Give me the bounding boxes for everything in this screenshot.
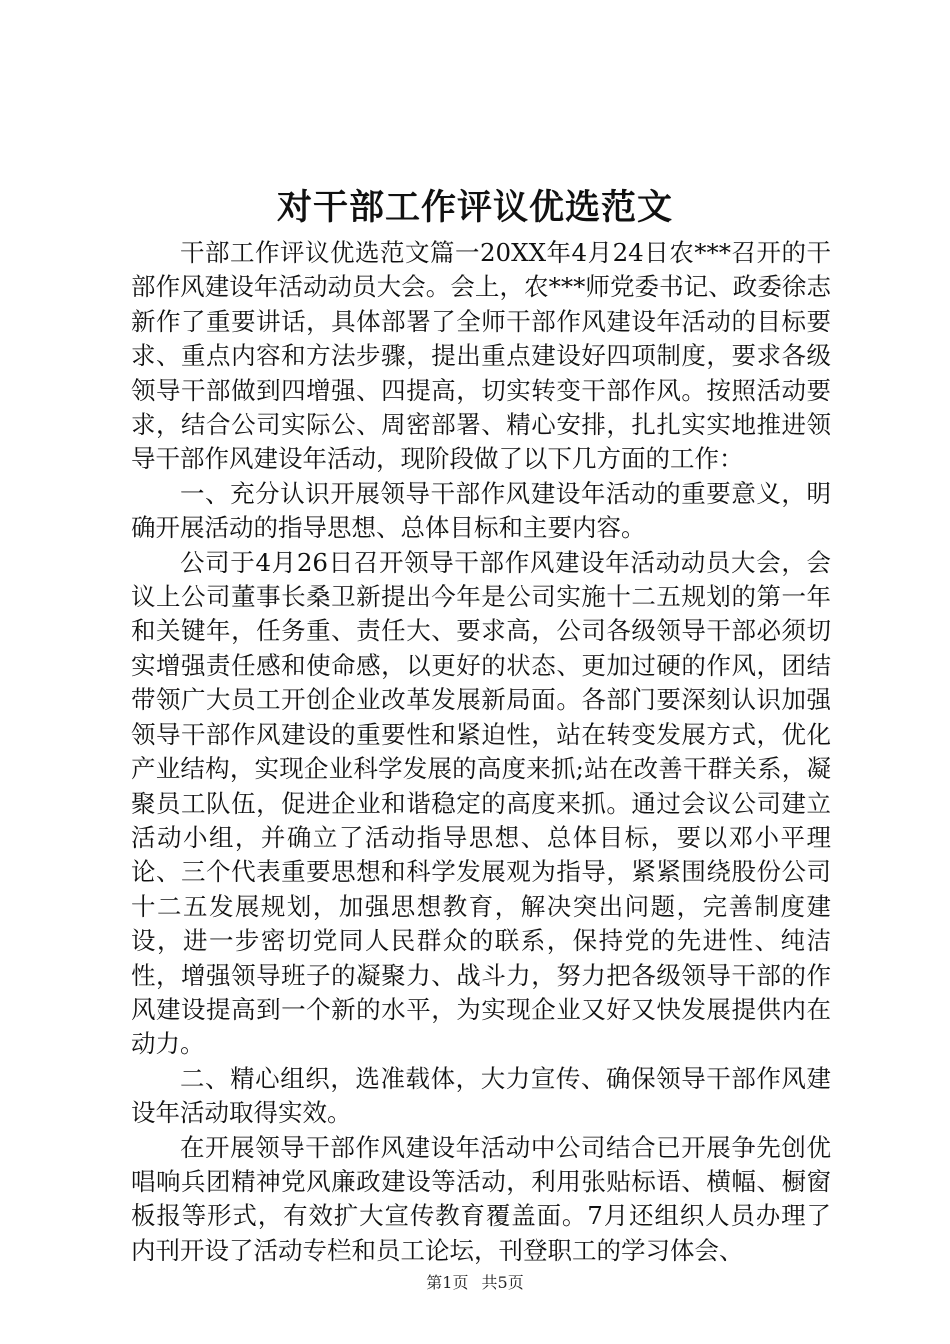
paragraph-section-two-body: 在开展领导干部作风建设年活动中公司结合已开展争先创优唱响兵团精神党风廉政建设等活动，利用张贴标语、横幅、橱窗板报等形式，有效扩大宣传教育覆盖面。7月还组织人员办理了内刊开设了活动专栏和员工论坛，刊登职工的学习体会、 bbox=[131, 1132, 831, 1265]
page-number-current: 第1页 bbox=[426, 1273, 469, 1292]
paragraph-section-two-heading: 二、精心组织，选准载体，大力宣传、确保领导干部作风建设年活动取得实效。 bbox=[131, 1063, 831, 1128]
page-footer bbox=[0, 1272, 950, 1294]
paragraph-section-one-body: 公司于4月26日召开领导干部作风建设年活动动员大会，会议上公司董事长桑卫新提出今年是公司实施十二五规划的第一年和关键年，任务重、责任大、要求高，公司各级领导干部必须切实增强责任感和使命感，以更好的状态、更加过硬的作风，团结带领广大员工开创企业改革发展新局面。各部门要深刻认识加强领导干部作风建设的重要性和紧迫性，站在转变发展方式，优化产业结构，实现企业科学发展的高度来抓;站在改善干群关系，凝聚员工队伍，促进企业和谐稳定的高度来抓。通过会议公司建立活动小组，并确立了活动指导思想、总体目标，要以邓小平理论、三个代表重要思想和科学发展观为指导，紧紧围绕股份公司十二五发展规划，加强思想教育，解决突出问题，完善制度建设，进一步密切党同人民群众的联系，保持党的先进性、纯洁性，增强领导班子的凝聚力、战斗力，努力把各级领导干部的作风建设提高到一个新的水平，为实现企业又好又快发展提供内在动力。 bbox=[131, 547, 831, 1059]
page-number-total: 共5页 bbox=[481, 1273, 524, 1292]
paragraph-section-one-heading: 一、充分认识开展领导干部作风建设年活动的重要意义，明确开展活动的指导思想、总体目标和主要内容。 bbox=[131, 478, 831, 543]
document-body bbox=[131, 236, 831, 1268]
paragraph-intro: 干部工作评议优选范文篇一20XX年4月24日农***召开的干部作风建设年活动动员大会。会上，农***师党委书记、政委徐志新作了重要讲话，具体部署了全师干部作风建设年活动的目标要求、重点内容和方法步骤，提出重点建设好四项制度，要求各级领导干部做到四增强、四提高，切实转变干部作风。按照活动要求，结合公司实际公、周密部署、精心安排，扎扎实实地推进领导干部作风建设年活动，现阶段做了以下几方面的工作： bbox=[131, 238, 831, 474]
document-title: 对干部工作评议优选范文 bbox=[276, 187, 673, 228]
